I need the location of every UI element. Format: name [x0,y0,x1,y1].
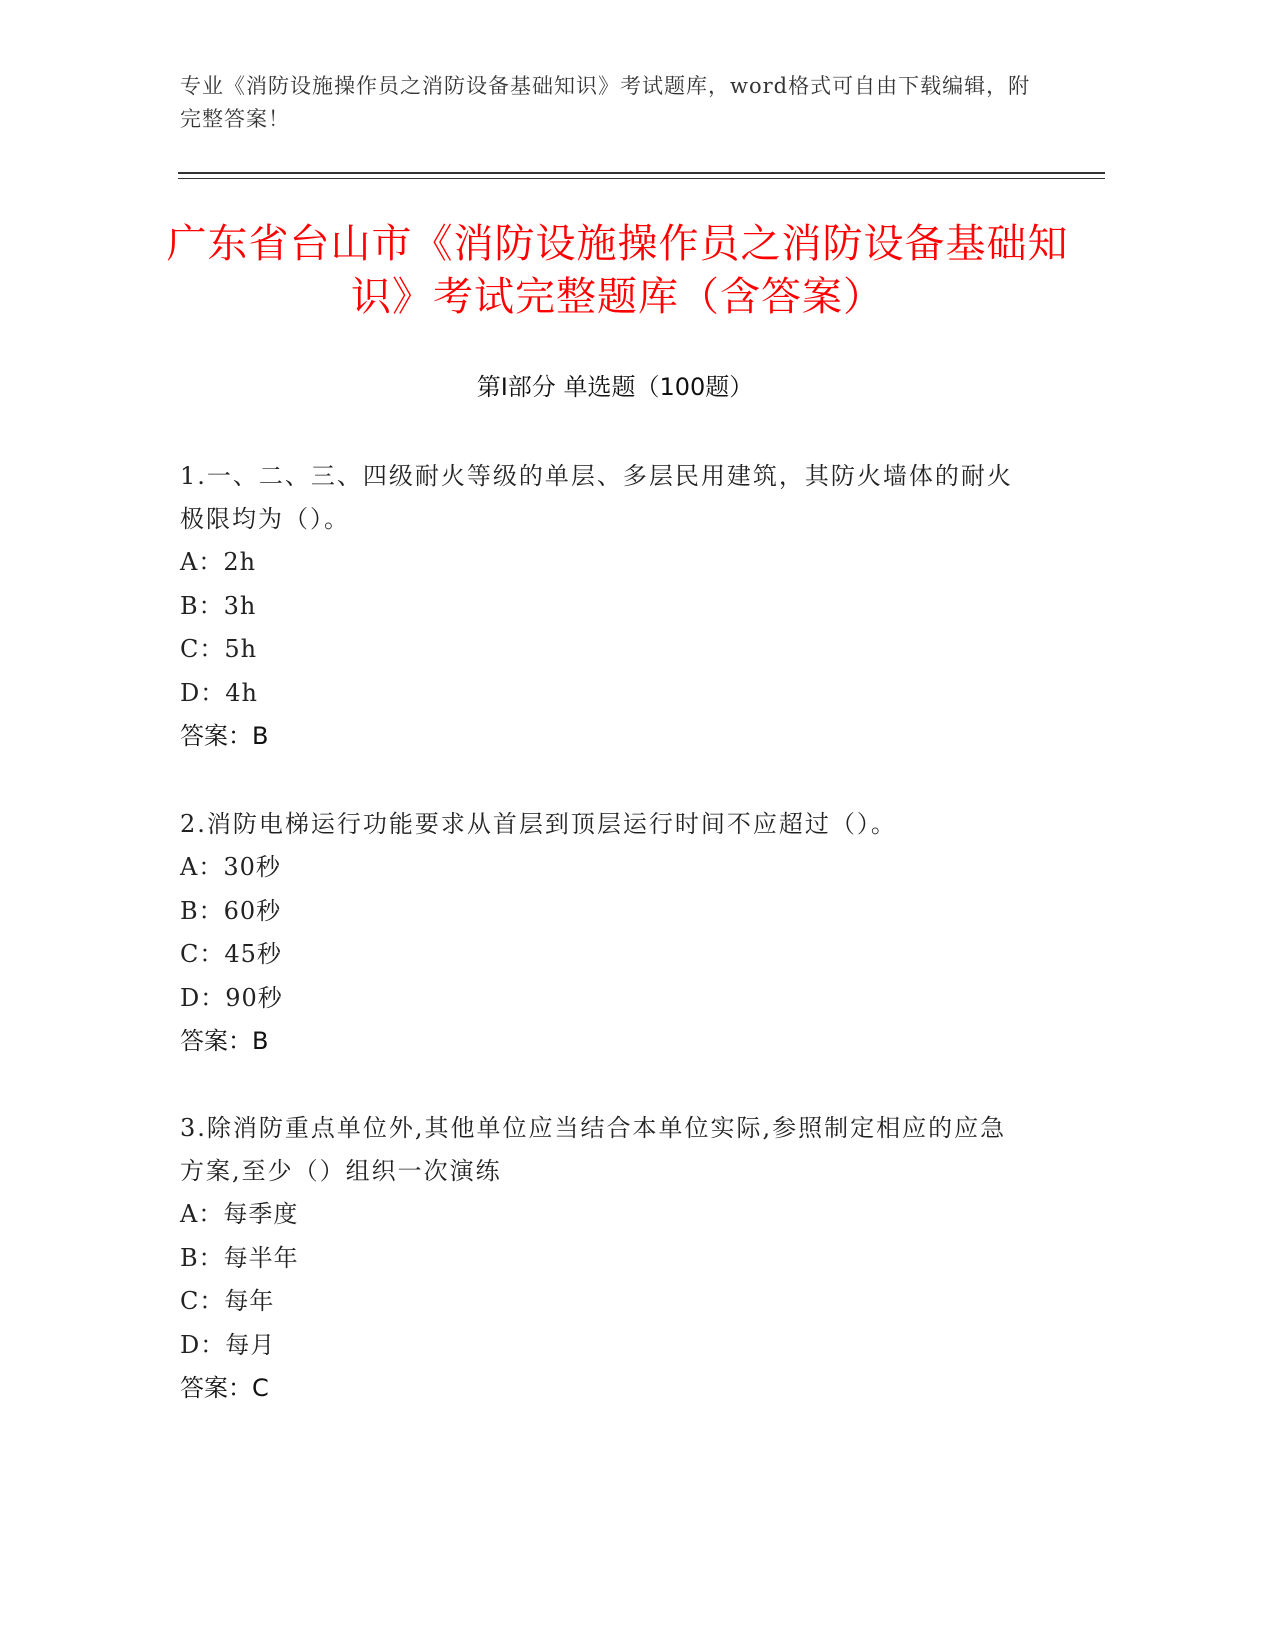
question-2 [180,803,1030,1063]
option-a: A：每季度 [180,1200,299,1228]
question-stem: 1.一、二、三、四级耐火等级的单层、多层民用建筑，其防火墙体的耐火极限均为（）。 [180,462,1013,533]
header-rule-thin [178,178,1105,179]
question-3 [180,1107,1030,1410]
option-a: A：2h [180,548,257,576]
option-c: C：45秒 [180,940,282,968]
answer-label: 答案：B [180,722,269,750]
section-title: 第Ⅰ部分 单选题（100题） [476,373,754,401]
page-title: 广东省台山市《消防设施操作员之消防设备基础知识》考试完整题库（含答案） [166,221,1069,320]
option-d: D：4h [180,678,258,707]
answer-label: 答案：B [180,1027,269,1055]
header-note: 专业《消防设施操作员之消防设备基础知识》考试题库，word格式可自由下载编辑，附完整答案！ [180,74,1031,131]
option-b: B：3h [180,591,257,620]
option-b: B：60秒 [180,896,282,925]
option-d: D：每月 [180,1330,276,1359]
option-b: B：每半年 [180,1243,299,1272]
option-d: D：90秒 [180,983,283,1012]
question-1 [180,455,1030,758]
option-a: A：30秒 [180,853,281,881]
question-stem: 2.消防电梯运行功能要求从首层到顶层运行时间不应超过（）。 [180,810,897,838]
question-stem: 3.除消防重点单位外,其他单位应当结合本单位实际,参照制定相应的应急方案,至少（）组织一次演练 [180,1114,1007,1185]
option-c: C：5h [180,635,258,663]
option-c: C：每年 [180,1287,275,1315]
header-rule-thick [178,172,1105,174]
answer-label: 答案：C [180,1374,269,1402]
